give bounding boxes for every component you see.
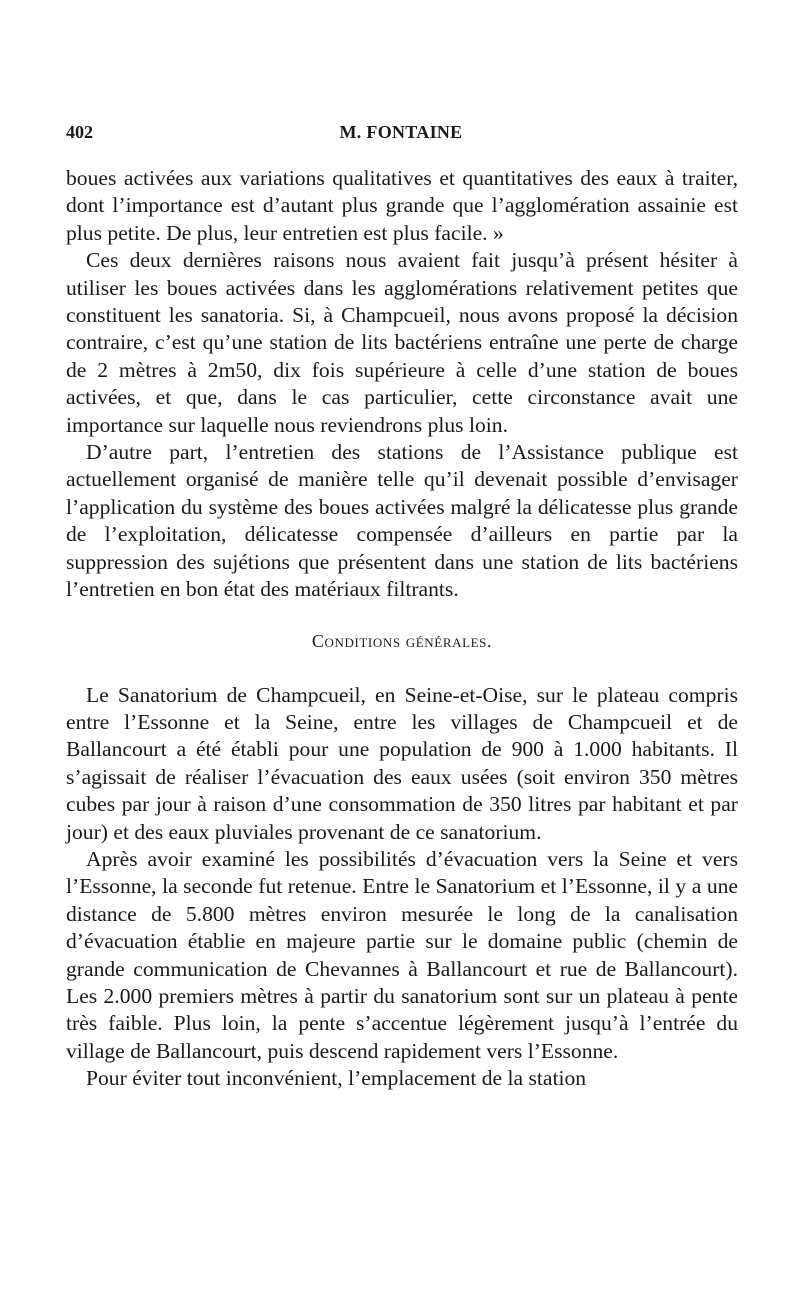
body-text — [66, 165, 738, 1093]
paragraph: D’autre part, l’entretien des stations de l’Assistance publique est actuellement organisé de manière telle qu’il devenait possible d’envisager l’application du système des boues activées malgré la délicatesse plus grande de l’exploitation, délicatesse compensée d’ailleurs en partie par la suppression des sujétions que présentent dans une station de lits bactériens l’entretien en bon état des matériaux filtrants. — [66, 440, 738, 602]
section-heading: Conditions générales. — [311, 630, 493, 651]
running-head-author: M. FONTAINE — [339, 122, 463, 142]
paragraph: Ces deux dernières raisons nous avaient fait jusqu’à présent hésiter à utiliser les boues activées dans les agglomérations relativement petites que constituent les sanatoria. Si, à Champcueil, nous avons proposé la décision contraire, c’est qu’une station de lits bactériens entraîne une perte de charge de 2 mètres à 2m50, dix fois supérieure à celle d’une station de boues activées, et que, dans le cas particulier, cette circonstance avait une importance sur laquelle nous reviendrons plus loin. — [66, 248, 738, 437]
paragraph-truncated: Pour éviter tout inconvénient, l’emplacement de la station — [86, 1066, 587, 1091]
paragraph-continued: boues activées aux variations qualitatives et quantitatives des eaux à traiter, dont l’importance est d’autant plus grande que l’agglomération assainie est plus petite. De plus, leur entretien est plus facile. » — [66, 166, 738, 245]
page-number: 402 — [66, 122, 93, 142]
paragraph: Après avoir examiné les possibilités d’évacuation vers la Seine et vers l’Essonne, la seconde fut retenue. Entre le Sanatorium et l’Essonne, il y a une distance de 5.800 mètres environ mesurée le long de la canalisation d’évacuation établie en majeure partie sur le domaine public (chemin de grande communication de Chevannes à Ballancourt et rue de Ballancourt). Les 2.000 premiers mètres à partir du sanatorium sont sur un plateau à pente très faible. Plus loin, la pente s’accentue légèrement jusqu’à l’entrée du village de Ballancourt, puis descend rapidement vers l’Essonne. — [66, 846, 738, 1063]
paragraph: Le Sanatorium de Champcueil, en Seine-et-Oise, sur le plateau compris entre l’Essonne et la Seine, entre les villages de Champcueil et de Ballancourt a été établi pour une population de 900 à 1.000 habitants. Il s’agissait de réaliser l’évacuation des eaux usées (soit environ 350 mètres cubes par jour à raison d’une consommation de 350 litres par habitant et par jour) et des eaux pluviales provenant de ce sanatorium. — [66, 682, 738, 844]
running-header — [66, 122, 736, 146]
